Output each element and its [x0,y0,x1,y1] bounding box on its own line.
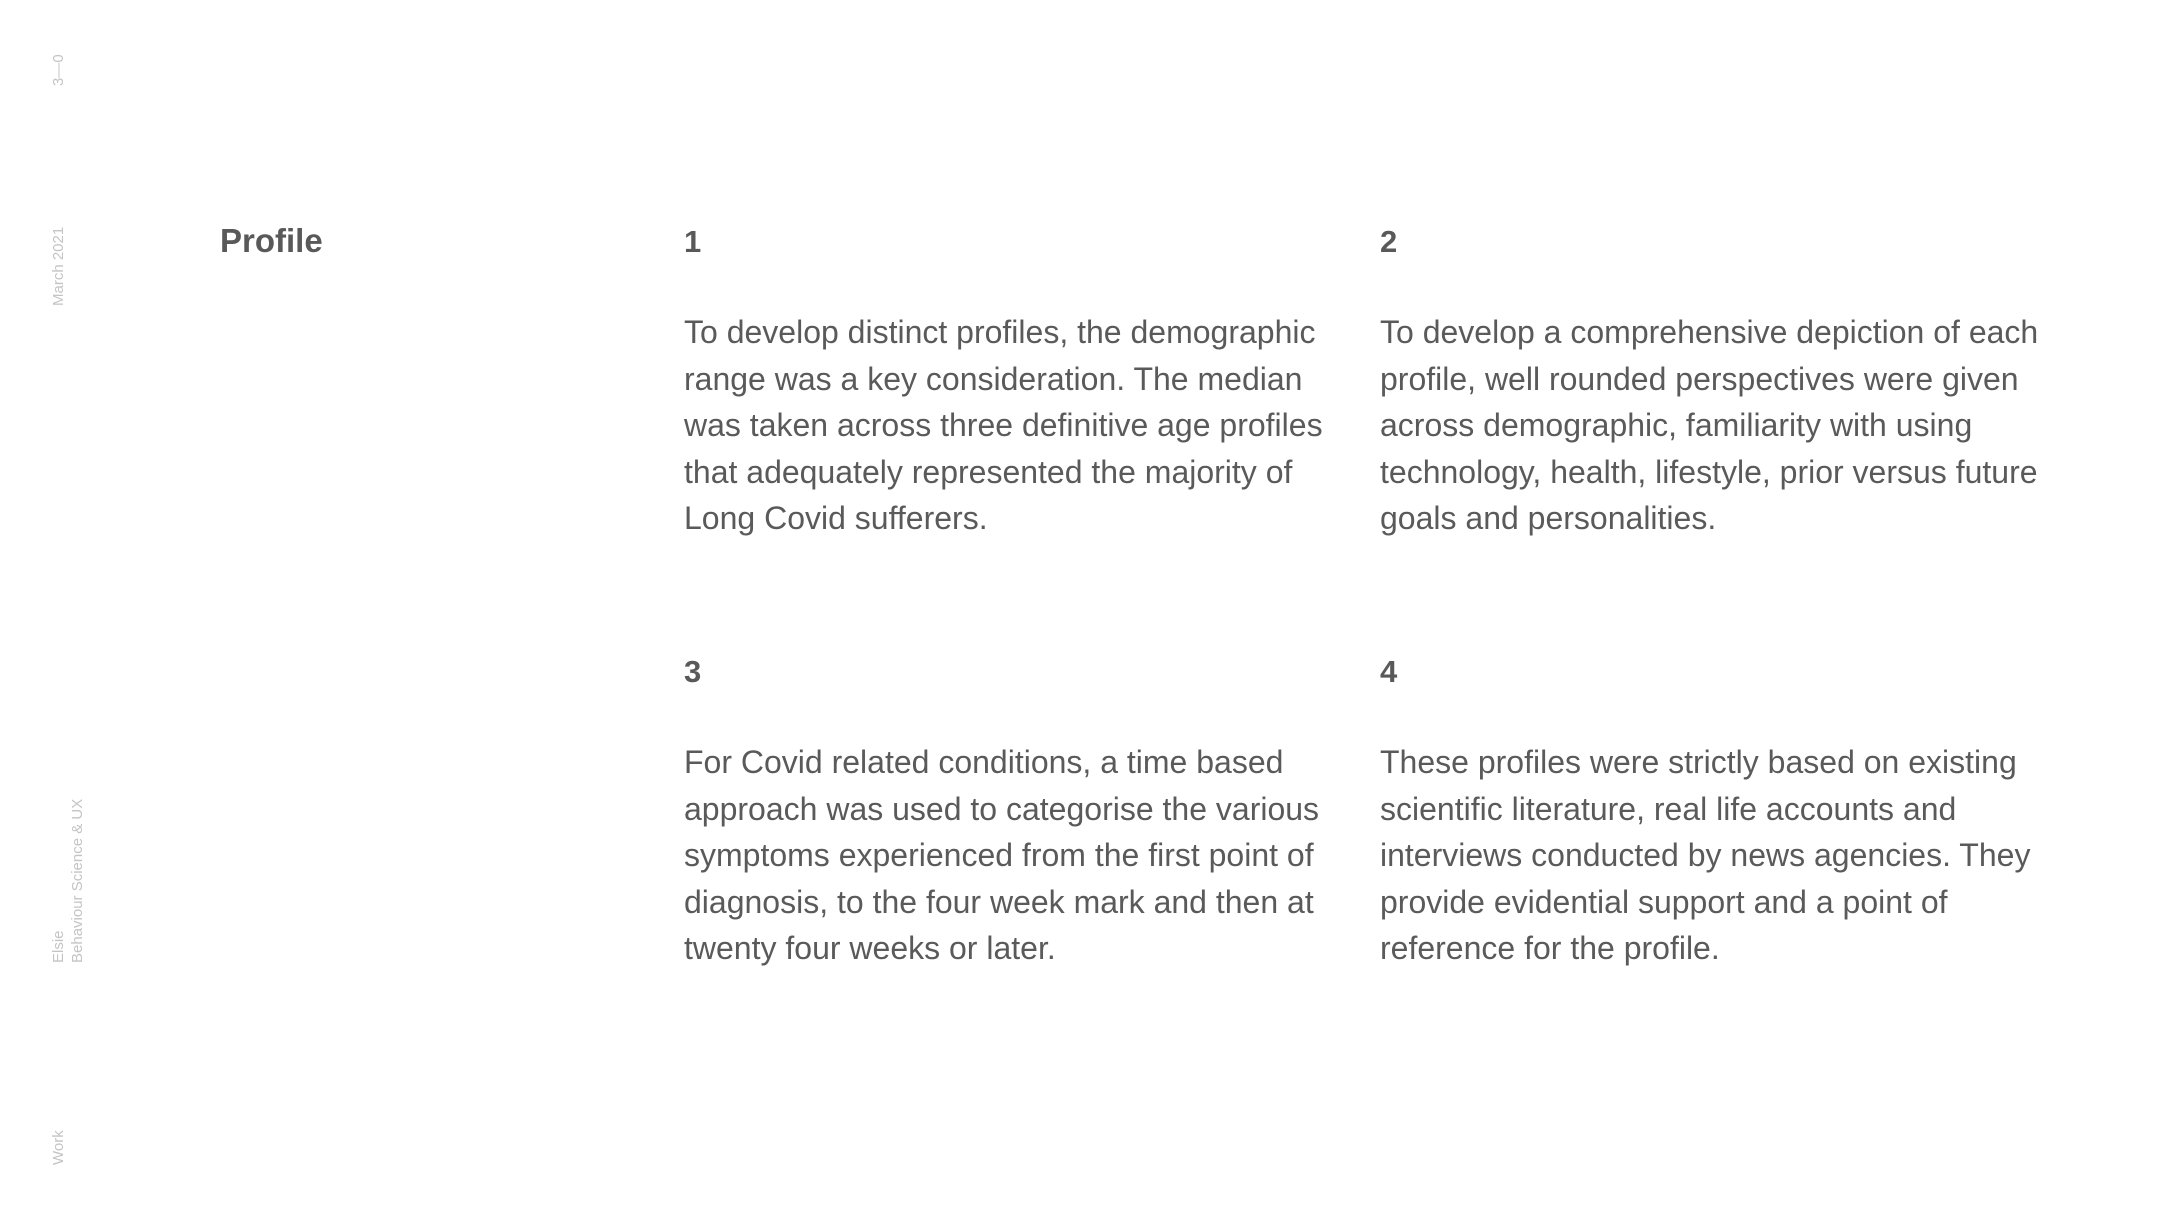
page-number-text: 3—0 [50,54,67,86]
point-number: 1 [684,224,702,259]
author-role: Behaviour Science & UX [68,798,86,963]
point-number: 2 [1380,224,1398,259]
profile-point-2 [1380,223,2060,542]
point-text: These profiles were strictly based on existing scientific literature, real life accounts and interviews conducted by news agencies. They provide evidential support and a point of reference for the profile. [1380,744,2031,966]
section-label [50,1130,69,1165]
section-text: Work [50,1130,67,1165]
profile-point-1 [684,223,1364,542]
author-name: Elsie [50,930,67,963]
point-text: To develop distinct profiles, the demographic range was a key consideration. The median was taken across three definitive age profiles that adequately represented the majority of Long Covid sufferers. [684,314,1323,536]
profile-point-3 [684,653,1364,972]
page-number [50,54,69,86]
author-label [50,799,88,963]
date-label [50,227,69,306]
point-text: For Covid related conditions, a time based approach was used to categorise the various symptoms experienced from the first point of diagnosis, to the four week mark and then at twenty four weeks or later. [684,744,1320,966]
profile-point-4 [1380,653,2060,972]
point-text: To develop a comprehensive depiction of each profile, well rounded perspectives were given across demographic, familiarity with using technology, health, lifestyle, prior versus future goals and personalities. [1380,314,2039,536]
date-text: March 2021 [50,226,67,306]
point-number: 3 [684,654,702,689]
page-title: Profile [220,222,323,259]
point-number: 4 [1380,654,1398,689]
